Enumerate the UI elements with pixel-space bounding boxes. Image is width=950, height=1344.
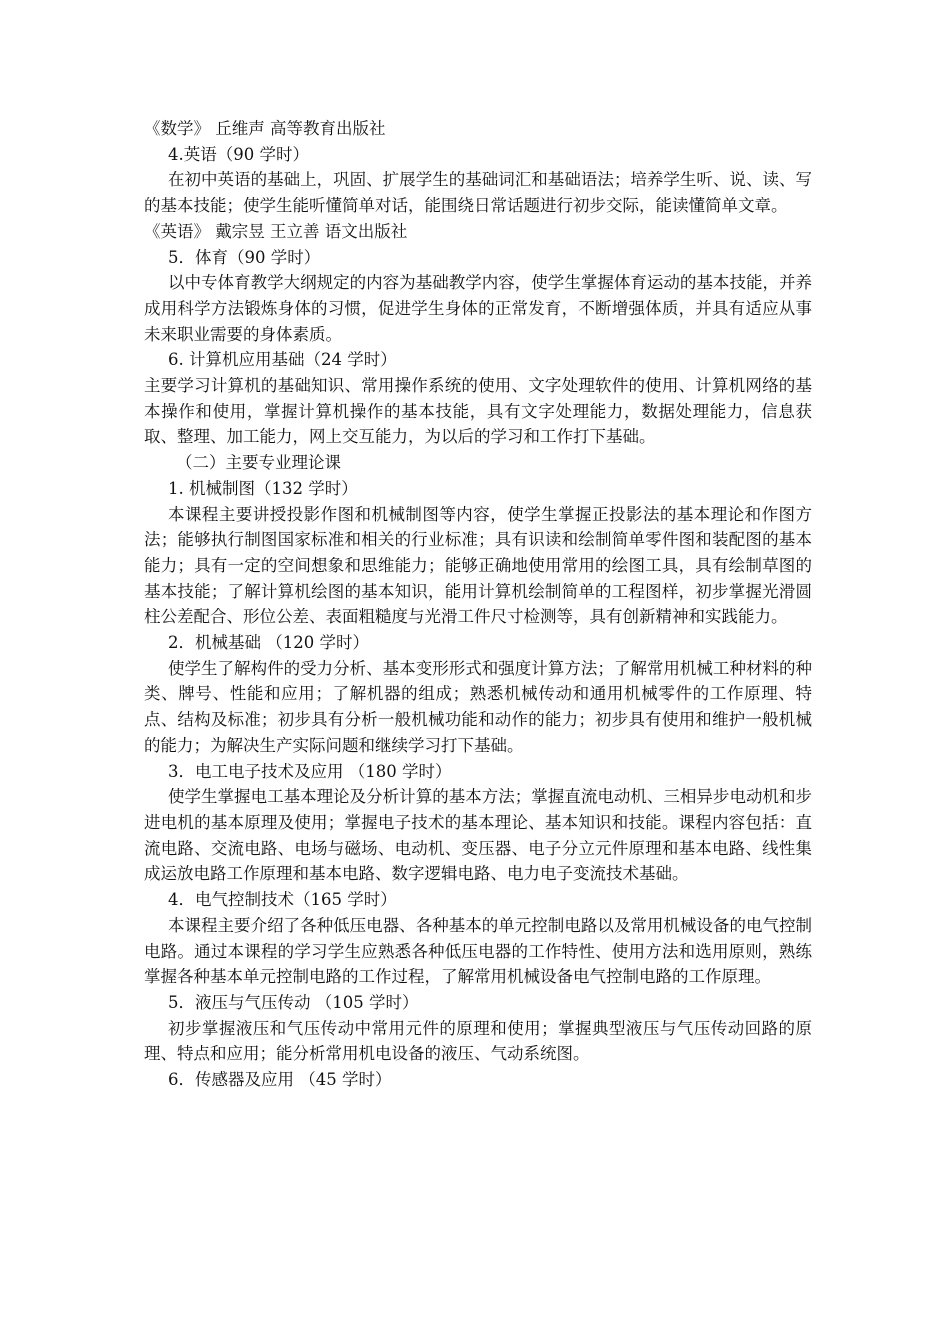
section-heading-theory-courses: （二）主要专业理论课 — [176, 453, 341, 473]
paragraph-drawing: 本课程主要讲授投影作图和机械制图等内容，使学生掌握正投影法的基本理论和作图方法；能够执行制图国家标准和相关的行业标准；具有识读和绘制简单零件图和装配图的基本能力；具有一定的空间想象和思维能力；能够正确地使用常用的绘图工具，具有绘制草图的基本技能；了解计算机绘图的基本知识，能用计算机绘制简单的工程图样，初步掌握光滑圆柱公差配合、形位公差、表面粗糙度与光滑工件尺寸检测等，具有创新精神和实践能力。 — [144, 504, 812, 627]
paragraph-electronics: 使学生掌握电工基本理论及分析计算的基本方法；掌握直流电动机、三相异步电动机和步进电机的基本原理及使用；掌握电子技术的基本理论、基本知识和技能。课程内容包括：直流电路、交流电路、电场与磁场、电动机、变压器、电子分立元件原理和基本电路、线性集成运放电路工作原理和基本电路、数字逻辑电路、电力电子变流技术基础。 — [144, 787, 812, 884]
textbook-reference-english: 《英语》 戴宗昱 王立善 语文出版社 — [144, 221, 408, 241]
section-heading-sensors: 6．传感器及应用 （45 学时） — [168, 1070, 392, 1090]
section-heading-pe: 5．体育（90 学时） — [168, 247, 321, 267]
section-heading-drawing: 1. 机械制图（132 学时） — [168, 478, 358, 498]
paragraph-pe: 以中专体育教学大纲规定的内容为基础教学内容，使学生掌握体育运动的基本技能，并养成用科学方法锻炼身体的习惯，促进学生身体的正常发育，不断增强体质，并具有适应从事未来职业需要的身体素质。 — [144, 273, 812, 344]
document-page — [144, 116, 812, 1093]
section-heading-electrical-control: 4．电气控制技术（165 学时） — [168, 890, 397, 910]
section-heading-mechanics: 2．机械基础 （120 学时） — [168, 633, 369, 653]
section-heading-english: 4.英语（90 学时） — [168, 144, 309, 164]
section-heading-computer: 6. 计算机应用基础（24 学时） — [168, 350, 397, 370]
paragraph-hydraulics: 初步掌握液压和气压传动中常用元件的原理和使用；掌握典型液压与气压传动回路的原理、特点和应用；能分析常用机电设备的液压、气动系统图。 — [144, 1018, 812, 1064]
paragraph-mechanics: 使学生了解构件的受力分析、基本变形形式和强度计算方法；了解常用机械工种材料的种类、牌号、性能和应用；了解机器的组成；熟悉机械传动和通用机械零件的工作原理、特点、结构及标准；初步具有分析一般机械功能和动作的能力；初步具有使用和维护一般机械的能力；为解决生产实际问题和继续学习打下基础。 — [144, 658, 812, 755]
paragraph-english: 在初中英语的基础上，巩固、扩展学生的基础词汇和基础语法；培养学生听、说、读、写的基本技能；使学生能听懂简单对话，能围绕日常话题进行初步交际，能读懂简单文章。 — [144, 170, 812, 216]
textbook-reference-math: 《数学》 丘维声 高等教育出版社 — [144, 119, 386, 138]
section-heading-hydraulics: 5．液压与气压传动 （105 学时） — [168, 992, 419, 1012]
paragraph-computer: 主要学习计算机的基础知识、常用操作系统的使用、文字处理软件的使用、计算机网络的基本操作和使用，掌握计算机操作的基本技能，具有文字处理能力，数据处理能力，信息获取、整理、加工能力，网上交互能力，为以后的学习和工作打下基础。 — [144, 376, 812, 447]
section-heading-electronics: 3．电工电子技术及应用 （180 学时） — [168, 761, 452, 781]
paragraph-electrical-control: 本课程主要介绍了各种低压电器、各种基本的单元控制电路以及常用机械设备的电气控制电路。通过本课程的学习学生应熟悉各种低压电器的工作特性、使用方法和选用原则，熟练掌握各种基本单元控制电路的工作过程，了解常用机械设备电气控制电路的工作原理。 — [144, 915, 812, 987]
